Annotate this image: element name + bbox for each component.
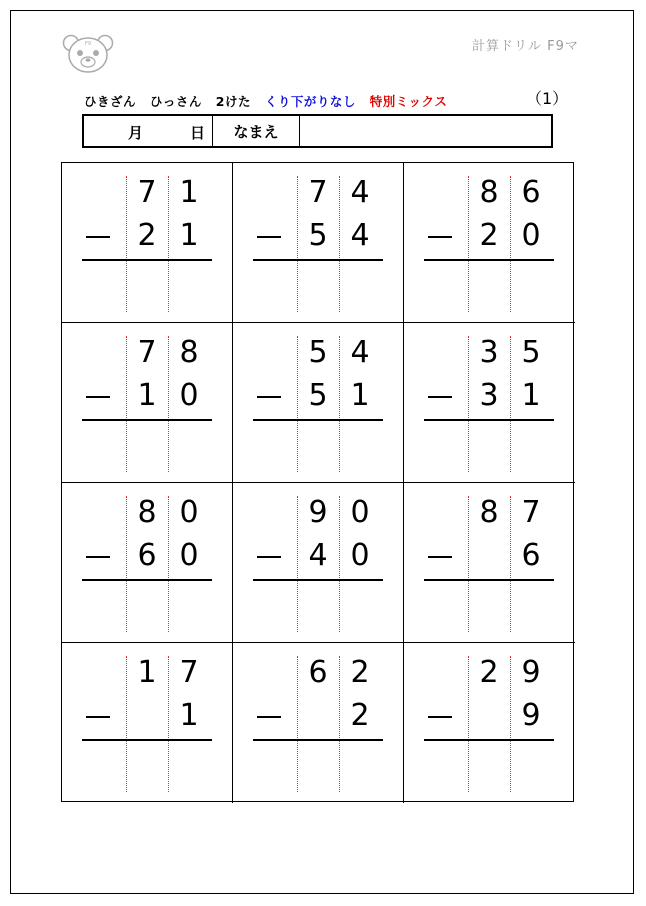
title-special-mix: 特別ミックス [369,94,448,109]
answer-line [424,579,554,581]
problem-cell [404,323,575,483]
title-column-method: ひっさん [149,94,202,109]
minuend-digit: 6 [308,655,328,690]
problem-cell [62,483,233,643]
title-no-borrowing: くり下がりなし [264,94,356,109]
minuend-digit: 5 [521,335,541,370]
subtrahend-digit: 2 [350,698,370,733]
name-label: なまえ [213,116,300,146]
minuend-digit: 6 [521,175,541,210]
subtrahend-digit: 2 [137,218,157,253]
answer-line [253,739,383,741]
minus-sign-icon [257,556,281,558]
svg-text:F9: F9 [84,41,92,47]
minus-sign-icon [86,396,110,398]
answer-line [424,419,554,421]
subtrahend-digit: 6 [521,538,541,573]
subtrahend-digit: 1 [137,378,157,413]
minuend-digit: 1 [137,655,157,690]
minus-sign-icon [257,236,281,238]
answer-line [253,579,383,581]
minuend-digit: 4 [350,175,370,210]
subtrahend-digit: 0 [521,218,541,253]
day-label: 日 [190,124,206,142]
subtrahend-digit: 1 [179,698,199,733]
name-field[interactable] [300,116,551,146]
minuend-digit: 9 [308,495,328,530]
bear-logo-icon [62,34,114,74]
minuend-digit: 8 [479,495,499,530]
answer-line [253,419,383,421]
problem-cell [233,643,404,803]
subtrahend-digit: 1 [179,218,199,253]
subtrahend-digit: 4 [308,538,328,573]
subtrahend-digit: 5 [308,218,328,253]
answer-line [82,579,212,581]
minuend-digit: 5 [308,335,328,370]
problem-cell [62,643,233,803]
minuend-digit: 7 [521,495,541,530]
minuend-digit: 0 [179,495,199,530]
minuend-digit: 9 [521,655,541,690]
subtrahend-digit: 1 [521,378,541,413]
minuend-digit: 8 [479,175,499,210]
minus-sign-icon [428,236,452,238]
problem-grid [61,162,574,802]
subtrahend-digit: 0 [179,538,199,573]
minus-sign-icon [86,716,110,718]
minuend-digit: 7 [179,655,199,690]
problem-cell [233,163,404,323]
answer-line [82,259,212,261]
minuend-digit: 8 [137,495,157,530]
answer-line [82,419,212,421]
problem-cell [62,163,233,323]
date-field[interactable] [84,116,213,146]
minuend-digit: 7 [137,175,157,210]
brand-label: 計算ドリル F9マ [472,39,579,54]
minuend-digit: 4 [350,335,370,370]
sheet-number: （1） [526,89,569,108]
subtrahend-digit: 6 [137,538,157,573]
minuend-digit: 7 [137,335,157,370]
problem-cell [404,483,575,643]
minuend-digit: 3 [479,335,499,370]
subtrahend-digit: 5 [308,378,328,413]
month-label: 月 [128,124,144,142]
subtrahend-digit: 3 [479,378,499,413]
problem-cell [233,483,404,643]
subtrahend-digit: 9 [521,698,541,733]
minuend-digit: 2 [479,655,499,690]
title-two-digit: 2けた [215,94,251,109]
minus-sign-icon [86,236,110,238]
worksheet-title [84,92,456,110]
problem-cell [404,163,575,323]
name-date-box [82,114,553,148]
problem-cell [404,643,575,803]
title-subtraction: ひきざん [84,94,137,109]
minus-sign-icon [428,556,452,558]
minus-sign-icon [428,396,452,398]
subtrahend-digit: 0 [350,538,370,573]
subtrahend-digit: 4 [350,218,370,253]
answer-line [424,739,554,741]
minus-sign-icon [257,716,281,718]
subtrahend-digit: 1 [350,378,370,413]
minus-sign-icon [428,716,452,718]
problem-cell [233,323,404,483]
answer-line [82,739,212,741]
problem-cell [62,323,233,483]
minus-sign-icon [257,396,281,398]
subtrahend-digit: 2 [479,218,499,253]
minuend-digit: 2 [350,655,370,690]
subtrahend-digit: 0 [179,378,199,413]
answer-line [253,259,383,261]
minus-sign-icon [86,556,110,558]
minuend-digit: 0 [350,495,370,530]
answer-line [424,259,554,261]
minuend-digit: 1 [179,175,199,210]
minuend-digit: 7 [308,175,328,210]
minuend-digit: 8 [179,335,199,370]
